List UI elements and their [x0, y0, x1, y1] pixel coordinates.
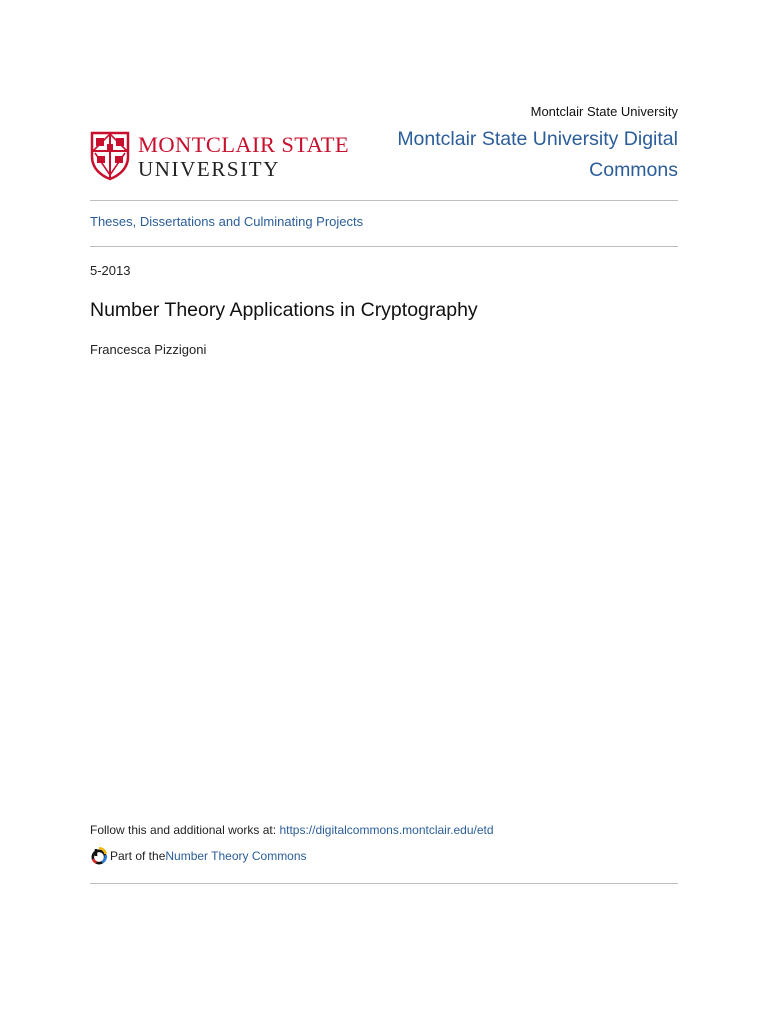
follow-line	[90, 823, 494, 837]
part-of-line	[90, 846, 307, 866]
repository-title-link[interactable]: Montclair State University Digital Commons	[397, 128, 678, 181]
logo-wordmark-top: MONTCLAIR STATE	[138, 132, 350, 157]
shield-icon	[90, 131, 130, 181]
institution-name: Montclair State University	[530, 104, 678, 119]
part-of-label: Part of the	[110, 849, 166, 863]
follow-url-link[interactable]: https://digitalcommons.montclair.edu/etd	[279, 823, 494, 837]
cover-page	[90, 0, 678, 1024]
publication-date: 5-2013	[90, 263, 131, 278]
document-title: Number Theory Applications in Cryptography	[90, 299, 478, 321]
divider-bottom	[90, 883, 678, 884]
university-logo[interactable]	[90, 131, 370, 183]
number-theory-commons-link[interactable]: Number Theory Commons	[165, 849, 307, 863]
follow-label: Follow this and additional works at:	[90, 823, 280, 837]
bepress-icon	[90, 847, 108, 865]
divider-middle	[90, 246, 678, 247]
logo-wordmark-bottom: UNIVERSITY	[138, 157, 280, 181]
collection-link[interactable]: Theses, Dissertations and Culminating Projects	[90, 214, 364, 229]
author-name: Francesca Pizzigoni	[90, 342, 207, 357]
divider-top	[90, 200, 678, 201]
